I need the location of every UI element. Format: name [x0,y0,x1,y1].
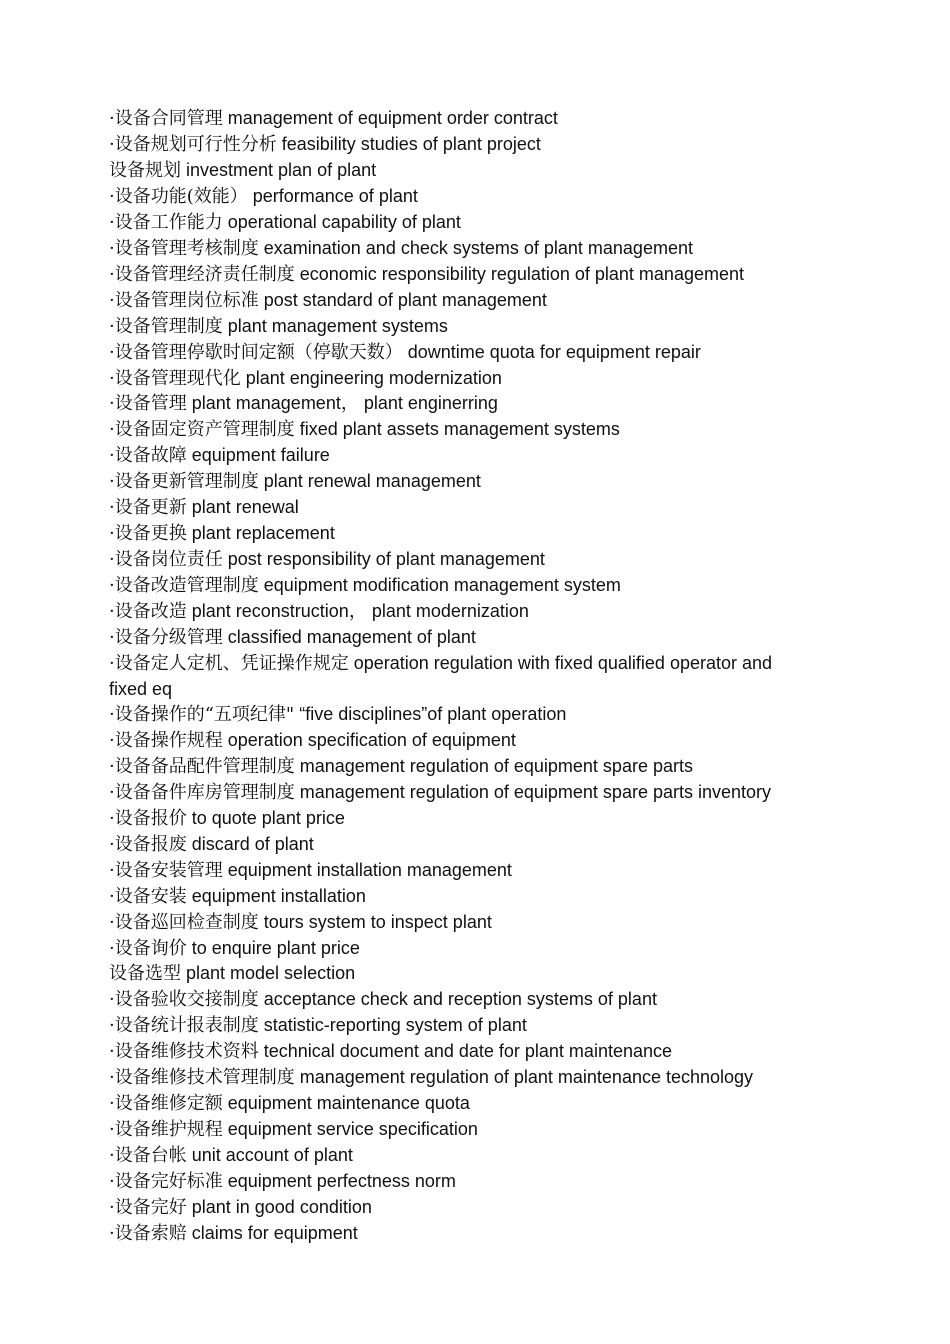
term-chinese: ·设备维护规程 [109,1119,223,1141]
term-chinese: ·设备备品配件管理制度 [109,755,295,777]
glossary-entry [109,599,809,625]
term-chinese: ·设备操作的“五项纪律" [109,703,295,725]
glossary-list [109,106,809,1247]
term-english: plant renewal management [258,471,481,492]
term-chinese: ·设备安装 [109,885,187,907]
term-english: investment plan of plant [181,159,377,180]
glossary-entry [109,884,809,910]
term-chinese: ·设备管理停歇时间定额（停歇天数） [109,341,403,363]
term-chinese: ·设备维修技术资料 [109,1041,259,1063]
term-chinese: ·设备定人定机、凭证操作规定 [109,653,349,675]
glossary-entry [109,806,809,832]
term-chinese: ·设备台帐 [109,1145,187,1167]
term-english: to enquire plant price [186,937,360,958]
term-chinese: ·设备分级管理 [109,627,223,649]
term-chinese: ·设备管理考核制度 [109,237,259,259]
glossary-entry [109,1039,809,1065]
glossary-entry [109,1117,809,1143]
term-chinese: 设备选型 [109,963,181,985]
term-english: management regulation of plant maintenance technology [294,1067,754,1088]
term-english: downtime quota for equipment repair [402,341,701,362]
glossary-entry [109,210,809,236]
glossary-entry [109,728,809,754]
glossary-entry [109,754,809,780]
glossary-entry [109,521,809,547]
term-chinese: ·设备统计报表制度 [109,1015,259,1037]
glossary-entry [109,495,809,521]
term-english: equipment installation [186,885,366,906]
term-chinese: ·设备完好标准 [109,1171,223,1193]
term-chinese: ·设备巡回检查制度 [109,911,259,933]
term-english: management regulation of equipment spare parts [294,755,693,776]
glossary-entry [109,340,809,366]
term-english: plant management， plant enginerring [186,393,498,414]
glossary-entry [109,314,809,340]
glossary-entry [109,184,809,210]
term-english: equipment maintenance quota [222,1093,470,1114]
glossary-entry [109,288,809,314]
term-english: equipment perfectness norm [222,1171,456,1192]
glossary-entry [109,262,809,288]
term-chinese: ·设备管理 [109,393,187,415]
glossary-entry [109,391,809,417]
term-english: plant management systems [222,315,448,336]
term-english: performance of plant [247,185,418,206]
term-chinese: ·设备维修技术管理制度 [109,1067,295,1089]
term-english: management of equipment order contract [222,108,558,128]
term-chinese: ·设备管理经济责任制度 [109,263,295,285]
term-chinese: ·设备管理现代化 [109,367,241,389]
term-english: feasibility studies of plant project [276,133,541,154]
term-chinese: ·设备管理制度 [109,315,223,337]
term-english: plant in good condition [186,1197,372,1218]
glossary-entry [109,1221,809,1247]
term-chinese: ·设备备件库房管理制度 [109,781,295,803]
term-english: claims for equipment [186,1222,358,1243]
term-english: classified management of plant [222,627,476,648]
term-chinese: ·设备故障 [109,445,187,467]
glossary-entry [109,1091,809,1117]
term-english: equipment failure [186,445,330,466]
glossary-entry [109,1195,809,1221]
term-english: post responsibility of plant management [222,549,545,570]
term-chinese: ·设备管理岗位标准 [109,289,259,311]
term-chinese: 设备规划 [109,159,181,181]
term-chinese: ·设备岗位责任 [109,549,223,571]
glossary-entry [109,236,809,262]
term-english: to quote plant price [186,807,345,828]
glossary-entry [109,1143,809,1169]
term-english: plant renewal [186,497,299,518]
term-chinese: ·设备询价 [109,937,187,959]
glossary-entry [109,132,809,158]
term-english: discard of plant [186,833,314,854]
term-chinese: ·设备改造管理制度 [109,575,259,597]
term-english: acceptance check and reception systems of plant [258,989,657,1010]
term-chinese: ·设备更换 [109,523,187,545]
term-english: equipment service specification [222,1119,478,1140]
term-english: post standard of plant management [258,289,547,310]
term-english: plant engineering modernization [240,367,502,388]
glossary-entry [109,936,809,962]
glossary-entry [109,702,809,728]
glossary-entry [109,961,809,987]
glossary-entry [109,625,809,651]
term-english: statistic-reporting system of plant [258,1015,527,1036]
term-english: tours system to inspect plant [258,911,492,932]
term-chinese: ·设备固定资产管理制度 [109,419,295,441]
term-english: unit account of plant [186,1145,353,1166]
glossary-entry [109,417,809,443]
term-english: operation specification of equipment [222,729,516,750]
term-english: management regulation of equipment spare parts inventory [294,781,772,802]
term-chinese: ·设备工作能力 [109,211,223,233]
term-chinese: ·设备安装管理 [109,859,223,881]
glossary-entry [109,573,809,599]
glossary-entry [109,910,809,936]
term-chinese: ·设备验收交接制度 [109,989,259,1011]
term-english: plant model selection [181,963,356,984]
term-english: equipment installation management [222,859,512,880]
glossary-entry [109,443,809,469]
term-chinese: ·设备维修定额 [109,1093,223,1115]
term-chinese: ·设备更新 [109,497,187,519]
term-english: operational capability of plant [222,211,461,232]
term-chinese: ·设备索赔 [109,1222,187,1244]
glossary-entry [109,651,809,702]
term-english: technical document and date for plant maintenance [258,1041,673,1062]
glossary-entry [109,469,809,495]
glossary-entry [109,780,809,806]
term-english: operation regulation with fixed qualified operator and fixed eq [109,653,773,699]
glossary-entry [109,858,809,884]
glossary-entry [109,832,809,858]
glossary-entry [109,1065,809,1091]
glossary-entry [109,366,809,392]
term-chinese: ·设备完好 [109,1197,187,1219]
term-chinese: ·设备规划可行性分析 [109,133,277,155]
term-chinese: ·设备报价 [109,807,187,829]
term-english: fixed plant assets management systems [294,419,620,440]
glossary-entry [109,987,809,1013]
term-chinese: ·设备合同管理 [109,108,223,129]
term-chinese: ·设备功能(效能） [109,185,248,207]
glossary-entry [109,106,809,132]
term-chinese: ·设备操作规程 [109,729,223,751]
term-english: plant reconstruction， plant modernization [186,601,529,622]
glossary-entry [109,547,809,573]
term-chinese: ·设备报废 [109,833,187,855]
term-english: examination and check systems of plant management [258,237,693,258]
term-chinese: ·设备更新管理制度 [109,471,259,493]
glossary-entry [109,1169,809,1195]
term-english: plant replacement [186,523,335,544]
term-english: equipment modification management system [258,575,621,596]
glossary-entry [109,158,809,184]
term-chinese: ·设备改造 [109,601,187,623]
term-english: economic responsibility regulation of plant management [294,263,744,284]
term-english: “five disciplines”of plant operation [294,703,567,724]
glossary-entry [109,1013,809,1039]
